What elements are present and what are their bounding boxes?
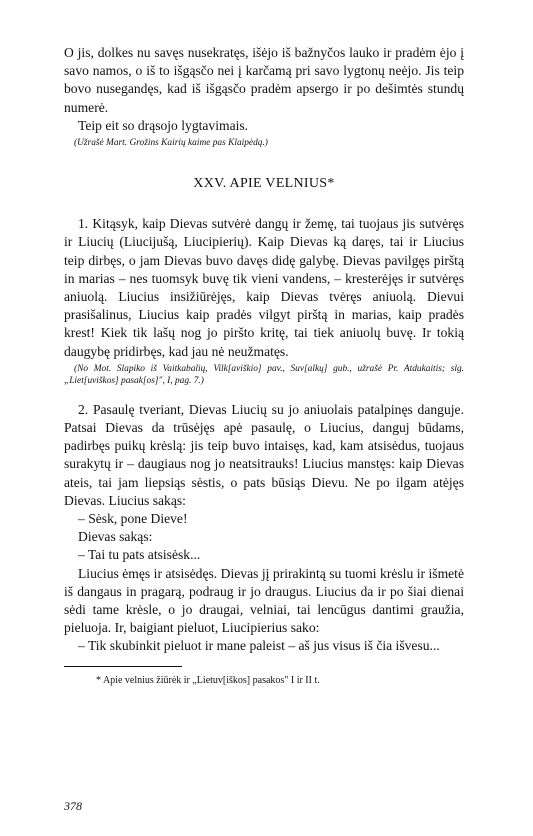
top-paragraph: Teip eit so drąsojo lygtavimais. — [78, 117, 249, 133]
story-2-paragraph: Liucius ėmęs ir atsisėdęs. Dievas jį prirakintą su tuomi krėslu ir išmetė iš dangaus in pragarą, podraug ir jo draugus. Liucius da ir po šiai dienai sėdi tame krėsle, o jo draugai, velniai, tai lencūgus dantimi graužia, pieluoja. Ir, baigiant pieluot, Liucipierius sako: — [64, 565, 464, 636]
story-2-paragraph: 2. Pasaulę tveriant, Dievas Liucių su jo aniuolais patalpinęs danguje. Patsai Dievas da trūsėjęs apė pasaulę, o Liucius, danguj būdams, padirbęs puikų krėslą: jis teip buvo intaisęs, kad, kam atsisėdus, tuojaus surakytų ir – daugiaus nog jo neatsitrauks! Liucius manstęs: kaip Dievas ateis, tai jam liepsiąs sėstis, o pats būsiąs Dievu. Ne po ilgam atėjęs Dievas. Liucius sakąs: — [64, 401, 464, 508]
source-note: (No Mot. Slapiko iš Vaitkabalių, Vilk[aviškio] pav., Suv[alkų] gub., užrašė Pr. Atdukaitis; slg. „Liet[uviškos] pasak[os]", I, pag. 7.) — [64, 363, 464, 386]
spacer — [64, 387, 464, 401]
dialogue-line: – Sėsk, pone Dieve! — [78, 511, 188, 527]
top-paragraph: O jis, dolkes nu savęs nusekratęs, išėjo iš bažnyčos lauko ir pradėm ėjo į savo namos, o iš to išgąsčo nei į karčamą pri savo lygtonų neėjo. Jis teip bovo nusegandęs, kad iš išgąsčo pradėm apsergo ir po dešimtės stundų numerė. — [64, 45, 464, 115]
source-note: (Užrašė Mart. Grožins Kairių kaime pas Klaipėdą.) — [74, 138, 268, 149]
footnote-rule — [64, 666, 182, 667]
page-number: 378 — [64, 799, 82, 813]
dialogue-line: Dievas sakąs: — [78, 529, 153, 545]
page-text — [64, 44, 464, 687]
dialogue-line: – Tai tu pats atsisėsk... — [78, 547, 201, 563]
footnote: * Apie velnius žiūrėk ir „Lietuv[iškos] pasakos" I ir II t. — [96, 674, 320, 686]
dialogue-line: – Tik skubinkit pieluot ir mane paleist – aš jus visus iš čia išvesu... — [78, 638, 440, 654]
section-heading: XXV. APIE VELNIUS* — [193, 176, 335, 192]
story-1-paragraph: 1. Kitąsyk, kaip Dievas sutvėrė dangų ir žemę, tai tuojaus jis sutvėręs ir Liucių (Liucijušą, Liucipierių). Kaip Dievas ką daręs, tai ir Liucius teip dirbęs, o jam Dievas buvo davęs didę galybę. Dievas pavilgęs pirštą in marias – nes tuomsyk buvę tik vieni vandens, – kresterėjęs ir sutvėręs aniuolą. Liucius insižiūrėjęs, kaip Dievas tvėręs aniuolą. Dievui prasišalinus, Liucius kaip pradės vilgyt pirštą in marias, kaip pradės krest! Kiek tik lašų nog jo piršto kritę, tai tiek aniuolų buvę. Ir tokią daugybę pridirbęs, kad jau nė neužmatęs. — [64, 216, 464, 359]
